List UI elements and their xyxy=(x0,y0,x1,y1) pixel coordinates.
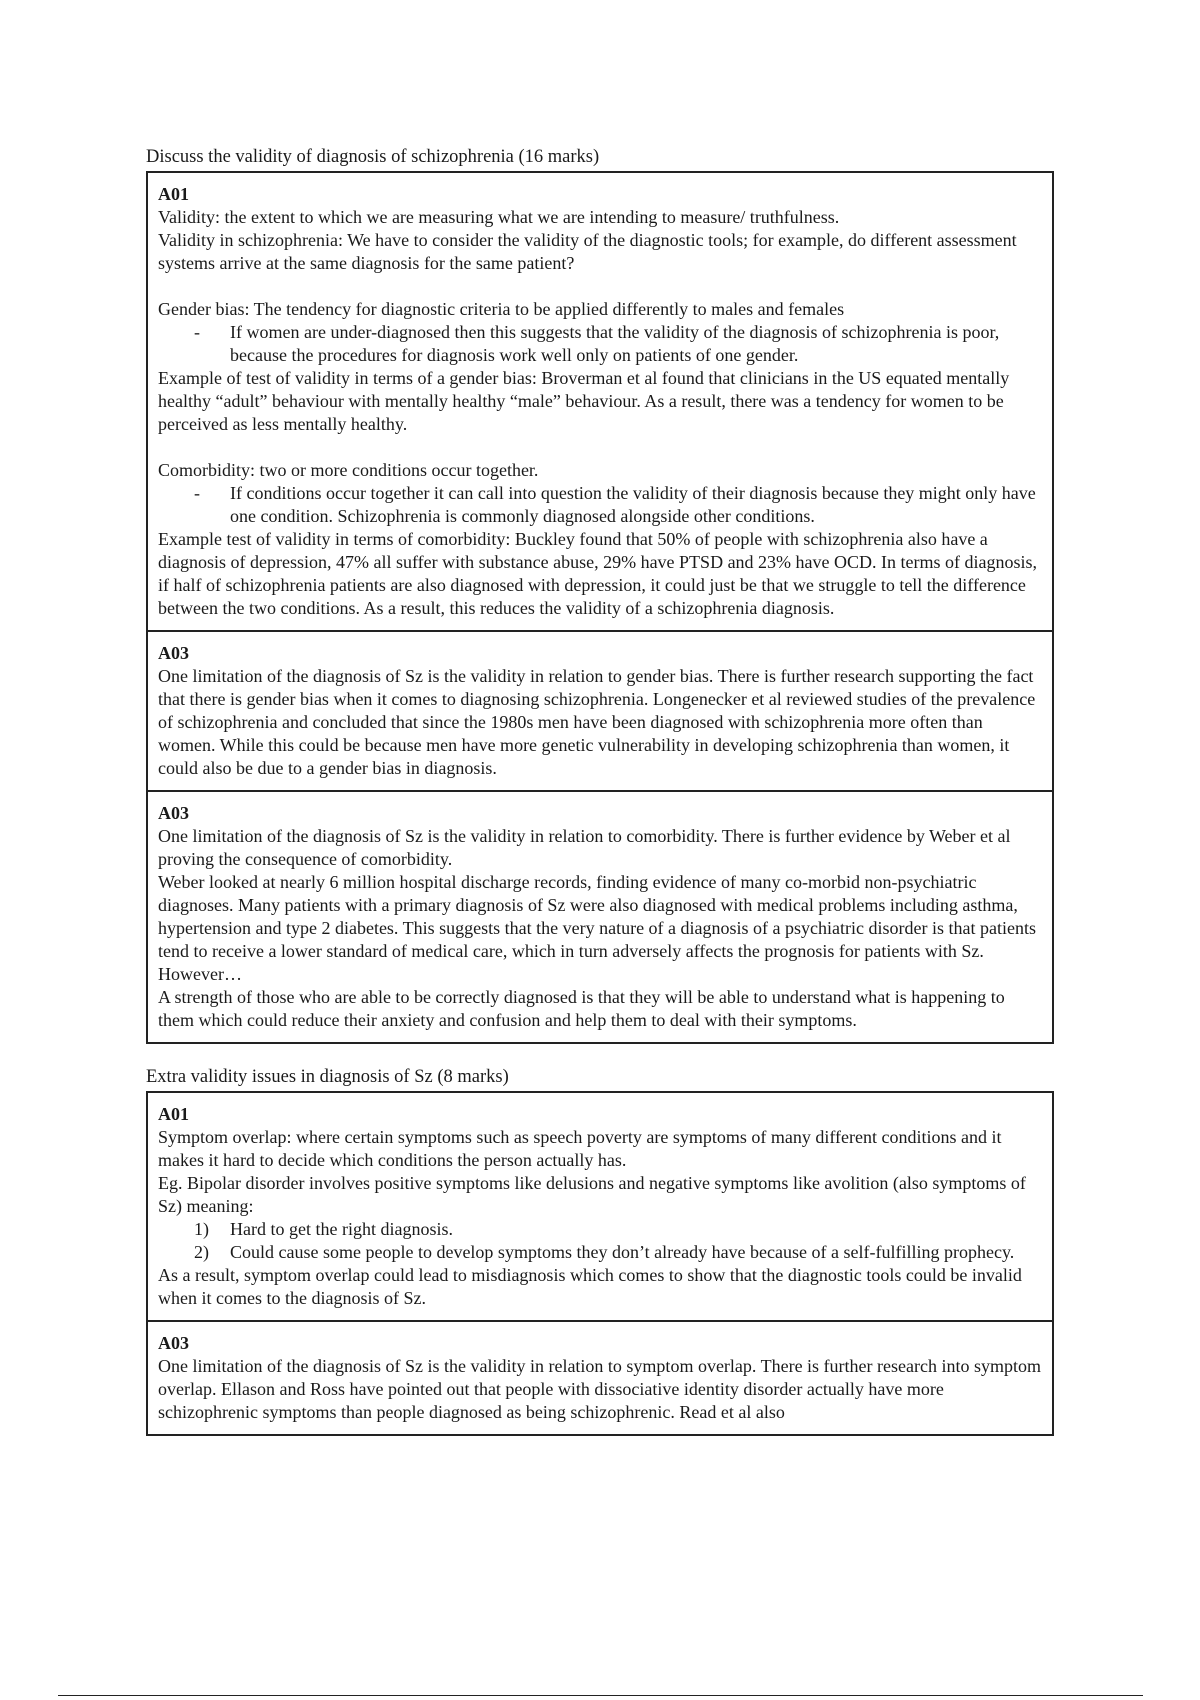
bullet-item xyxy=(158,321,1042,367)
cell-heading: A03 xyxy=(158,1333,189,1353)
paragraph: However… xyxy=(158,964,242,984)
paragraph: Validity: the extent to which we are measuring what we are intending to measure/ truthfulness. xyxy=(158,207,840,227)
bullet-text: If women are under-diagnosed then this suggests that the validity of the diagnosis of schizophrenia is poor, because the procedures for diagnosis work well only on patients of one gender. xyxy=(230,322,1000,365)
numbered-item xyxy=(158,1218,1042,1241)
numbered-text: Hard to get the right diagnosis. xyxy=(230,1219,453,1239)
paragraph: Eg. Bipolar disorder involves positive symptoms like delusions and negative symptoms like avolition (also symptoms of Sz) meaning: xyxy=(158,1173,1026,1216)
paragraph: Example of test of validity in terms of a gender bias: Broverman et al found that clinicians in the US equated mentally healthy “adult” behaviour with mentally healthy “male” behaviour. As a result, there was a tendency for women to be perceived as less mentally healthy. xyxy=(158,368,1010,434)
answer-table-2 xyxy=(146,1091,1054,1436)
bullet-marker: - xyxy=(194,322,200,342)
number-marker: 1) xyxy=(194,1219,209,1239)
bullet-text: If conditions occur together it can call into question the validity of their diagnosis because they might only have one condition. Schizophrenia is commonly diagnosed alongside other conditions. xyxy=(230,483,1036,526)
bullet-marker: - xyxy=(194,483,200,503)
numbered-text: Could cause some people to develop symptoms they don’t already have because of a self-fulfilling prophecy. xyxy=(230,1242,1015,1262)
bullet-item xyxy=(158,482,1042,528)
a03-cell xyxy=(148,630,1052,790)
paragraph: One limitation of the diagnosis of Sz is the validity in relation to gender bias. There is further research supporting the fact that there is gender bias when it comes to diagnosing schizophrenia. Longenecker et al reviewed studies of the prevalence of schizophrenia and concluded that since the 1980s men have been diagnosed with schizophrenia more often than women. While this could be because men have more genetic vulnerability in developing schizophrenia than women, it could also be due to a gender bias in diagnosis. xyxy=(158,666,1036,778)
paragraph: Validity in schizophrenia: We have to consider the validity of the diagnostic tools; for example, do different assessment systems arrive at the same diagnosis for the same patient? xyxy=(158,230,1017,273)
a01-cell xyxy=(148,173,1052,630)
cell-heading: A01 xyxy=(158,184,189,204)
a03-cell xyxy=(148,790,1052,1042)
cell-heading: A03 xyxy=(158,643,189,663)
paragraph: Weber looked at nearly 6 million hospital discharge records, finding evidence of many co-morbid non-psychiatric diagnoses. Many patients with a primary diagnosis of Sz were also diagnosed with medical problems including asthma, hypertension and type 2 diabetes. This suggests that the very nature of a diagnosis of a psychiatric disorder is that patients tend to receive a lower standard of medical care, which in turn adversely affects the prognosis for patients with Sz. xyxy=(158,872,1036,961)
numbered-item xyxy=(158,1241,1042,1264)
answer-table-1 xyxy=(146,171,1054,1044)
paragraph: Comorbidity: two or more conditions occur together. xyxy=(158,460,539,480)
essay-question-title-2: Extra validity issues in diagnosis of Sz (8 marks) xyxy=(146,1067,509,1087)
footer-rule xyxy=(58,1695,1143,1696)
essay-question-title-1: Discuss the validity of diagnosis of schizophrenia (16 marks) xyxy=(146,147,600,167)
cell-heading: A03 xyxy=(158,803,189,823)
a01-cell xyxy=(148,1093,1052,1320)
paragraph: As a result, symptom overlap could lead to misdiagnosis which comes to show that the diagnostic tools could be invalid when it comes to the diagnosis of Sz. xyxy=(158,1265,1022,1308)
paragraph: Gender bias: The tendency for diagnostic criteria to be applied differently to males and females xyxy=(158,299,845,319)
cell-heading: A01 xyxy=(158,1104,189,1124)
paragraph: Example test of validity in terms of comorbidity: Buckley found that 50% of people with schizophrenia also have a diagnosis of depression, 47% all suffer with substance abuse, 29% have PTSD and 23% have OCD. In terms of diagnosis, if half of schizophrenia patients are also diagnosed with depression, it could just be that we struggle to tell the difference between the two conditions. As a result, this reduces the validity of a schizophrenia diagnosis. xyxy=(158,529,1038,618)
a03-cell xyxy=(148,1320,1052,1434)
paragraph: A strength of those who are able to be correctly diagnosed is that they will be able to understand what is happening to them which could reduce their anxiety and confusion and help them to deal with their symptoms. xyxy=(158,987,1005,1030)
paragraph: One limitation of the diagnosis of Sz is the validity in relation to comorbidity. There is further evidence by Weber et al proving the consequence of comorbidity. xyxy=(158,826,1011,869)
paragraph: One limitation of the diagnosis of Sz is the validity in relation to symptom overlap. There is further research into symptom overlap. Ellason and Ross have pointed out that people with dissociative identity disorder actually have more schizophrenic symptoms than people diagnosed as being schizophrenic. Read et al also xyxy=(158,1356,1041,1422)
document-page xyxy=(146,146,1054,1436)
paragraph: Symptom overlap: where certain symptoms such as speech poverty are symptoms of many different conditions and it makes it hard to decide which conditions the person actually has. xyxy=(158,1127,1002,1170)
number-marker: 2) xyxy=(194,1242,209,1262)
